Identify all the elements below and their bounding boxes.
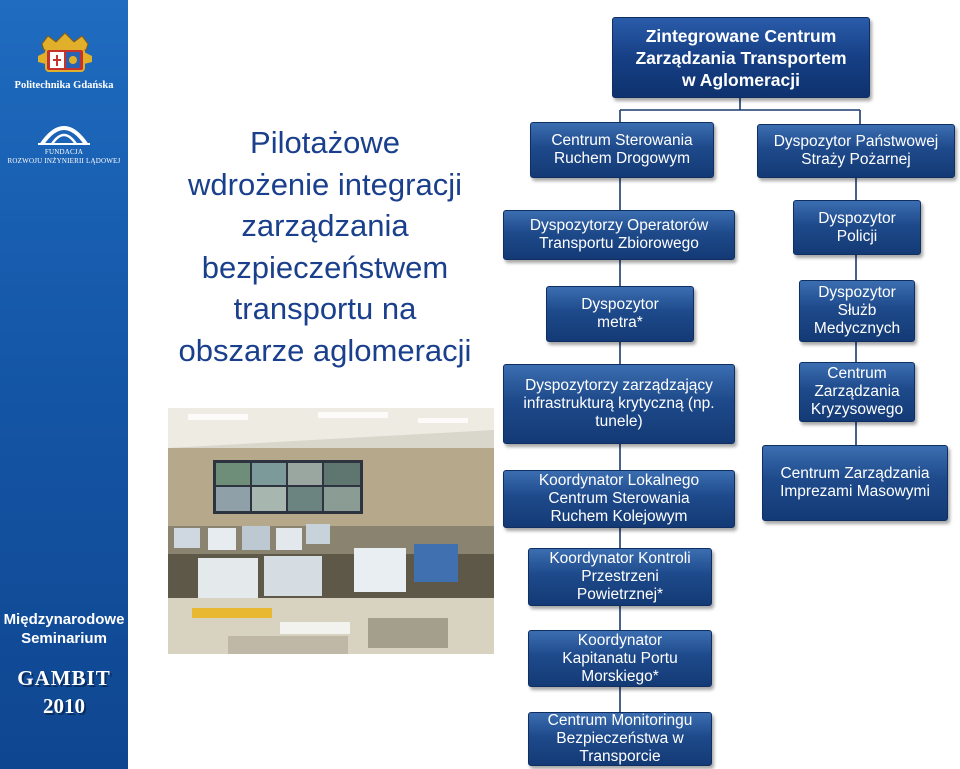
right-node-medical bbox=[799, 280, 915, 342]
left-node-critical-infrastructure bbox=[503, 364, 735, 444]
node-line: Koordynator Lokalnego bbox=[538, 472, 700, 489]
root-line: Zintegrowane Centrum bbox=[645, 25, 837, 46]
node-line: Morskiego* bbox=[581, 667, 659, 685]
node-line: metra* bbox=[597, 314, 643, 331]
bottom-node-transport-safety-monitoring bbox=[528, 712, 712, 766]
node-line: Dyspozytor bbox=[581, 296, 659, 313]
bottom-node-airspace bbox=[528, 548, 712, 606]
university-name: Politechnika Gdańska bbox=[14, 80, 114, 91]
root-line: Zarządzania Transportem bbox=[635, 47, 847, 68]
node-line: Centrum Sterowania bbox=[548, 490, 690, 507]
node-line: Dyspozytor bbox=[818, 284, 896, 301]
title-line: Pilotażowe bbox=[250, 125, 400, 160]
right-node-crisis-management bbox=[799, 362, 915, 422]
node-line: Ruchem Drogowym bbox=[553, 150, 691, 167]
node-line: Straży Pożarnej bbox=[801, 151, 911, 168]
seminar-line-1: Międzynarodowe bbox=[3, 611, 125, 628]
root-line: w Aglomeracji bbox=[681, 69, 800, 90]
title-line: bezpieczeństwem bbox=[201, 249, 449, 285]
node-line: Koordynator bbox=[577, 631, 663, 649]
node-line: Służb bbox=[837, 302, 877, 319]
right-node-fire-service bbox=[757, 124, 955, 178]
node-line: Zarządzania bbox=[814, 383, 900, 400]
bottom-node-sea-port bbox=[528, 630, 712, 687]
event-year: 2010 bbox=[43, 694, 85, 718]
node-line: Dyspozytorzy zarządzający bbox=[525, 377, 713, 394]
node-line: Dyspozytor Państwowej bbox=[773, 133, 939, 150]
bottom-node-railway bbox=[503, 470, 735, 528]
node-line: Transportu Zbiorowego bbox=[539, 235, 699, 252]
node-line: Imprezami Masowymi bbox=[780, 483, 930, 500]
seminar-line-2: Seminarium bbox=[21, 630, 107, 647]
left-node-public-transport bbox=[503, 210, 735, 260]
node-line: Dyspozytorzy Operatorów bbox=[529, 217, 709, 234]
node-line: Kapitanatu Portu bbox=[562, 649, 678, 667]
right-node-mass-events bbox=[762, 445, 948, 521]
node-line: Centrum Sterowania bbox=[551, 132, 693, 149]
node-line: Kryzysowego bbox=[810, 401, 904, 418]
title-line: transportu na bbox=[233, 291, 417, 326]
title-line: zarządzania bbox=[241, 208, 409, 243]
node-line: Centrum Monitoringu bbox=[547, 712, 693, 729]
node-line: infrastrukturą krytyczną (np. bbox=[523, 395, 715, 412]
node-line: Policji bbox=[836, 227, 878, 245]
node-line: Koordynator Kontroli bbox=[549, 550, 691, 567]
node-line: Powietrznej* bbox=[576, 586, 664, 603]
node-line: Dyspozytor bbox=[818, 209, 896, 227]
node-line: Bezpieczeństwa w bbox=[556, 730, 684, 747]
node-line: tunele) bbox=[595, 413, 643, 430]
foundation-line-1: FUNDACJA bbox=[44, 148, 84, 156]
title-line: wdrożenie integracji bbox=[188, 166, 462, 202]
left-node-metro bbox=[546, 286, 694, 342]
event-name: GAMBIT bbox=[17, 666, 111, 690]
node-line: Centrum Zarządzania bbox=[780, 465, 930, 482]
left-node-road-traffic bbox=[530, 122, 714, 178]
node-line: Transporcie bbox=[579, 748, 661, 765]
node-line: Przestrzeni bbox=[581, 568, 659, 585]
root-node bbox=[612, 17, 870, 98]
node-line: Ruchem Kolejowym bbox=[550, 508, 688, 525]
title-line: obszarze aglomeracji bbox=[178, 332, 472, 368]
foundation-line-2: ROZWOJU INŻYNIERII LĄDOWEJ bbox=[7, 157, 121, 165]
node-line: Centrum bbox=[827, 365, 887, 382]
right-node-police bbox=[793, 200, 921, 255]
node-line: Medycznych bbox=[813, 320, 901, 337]
